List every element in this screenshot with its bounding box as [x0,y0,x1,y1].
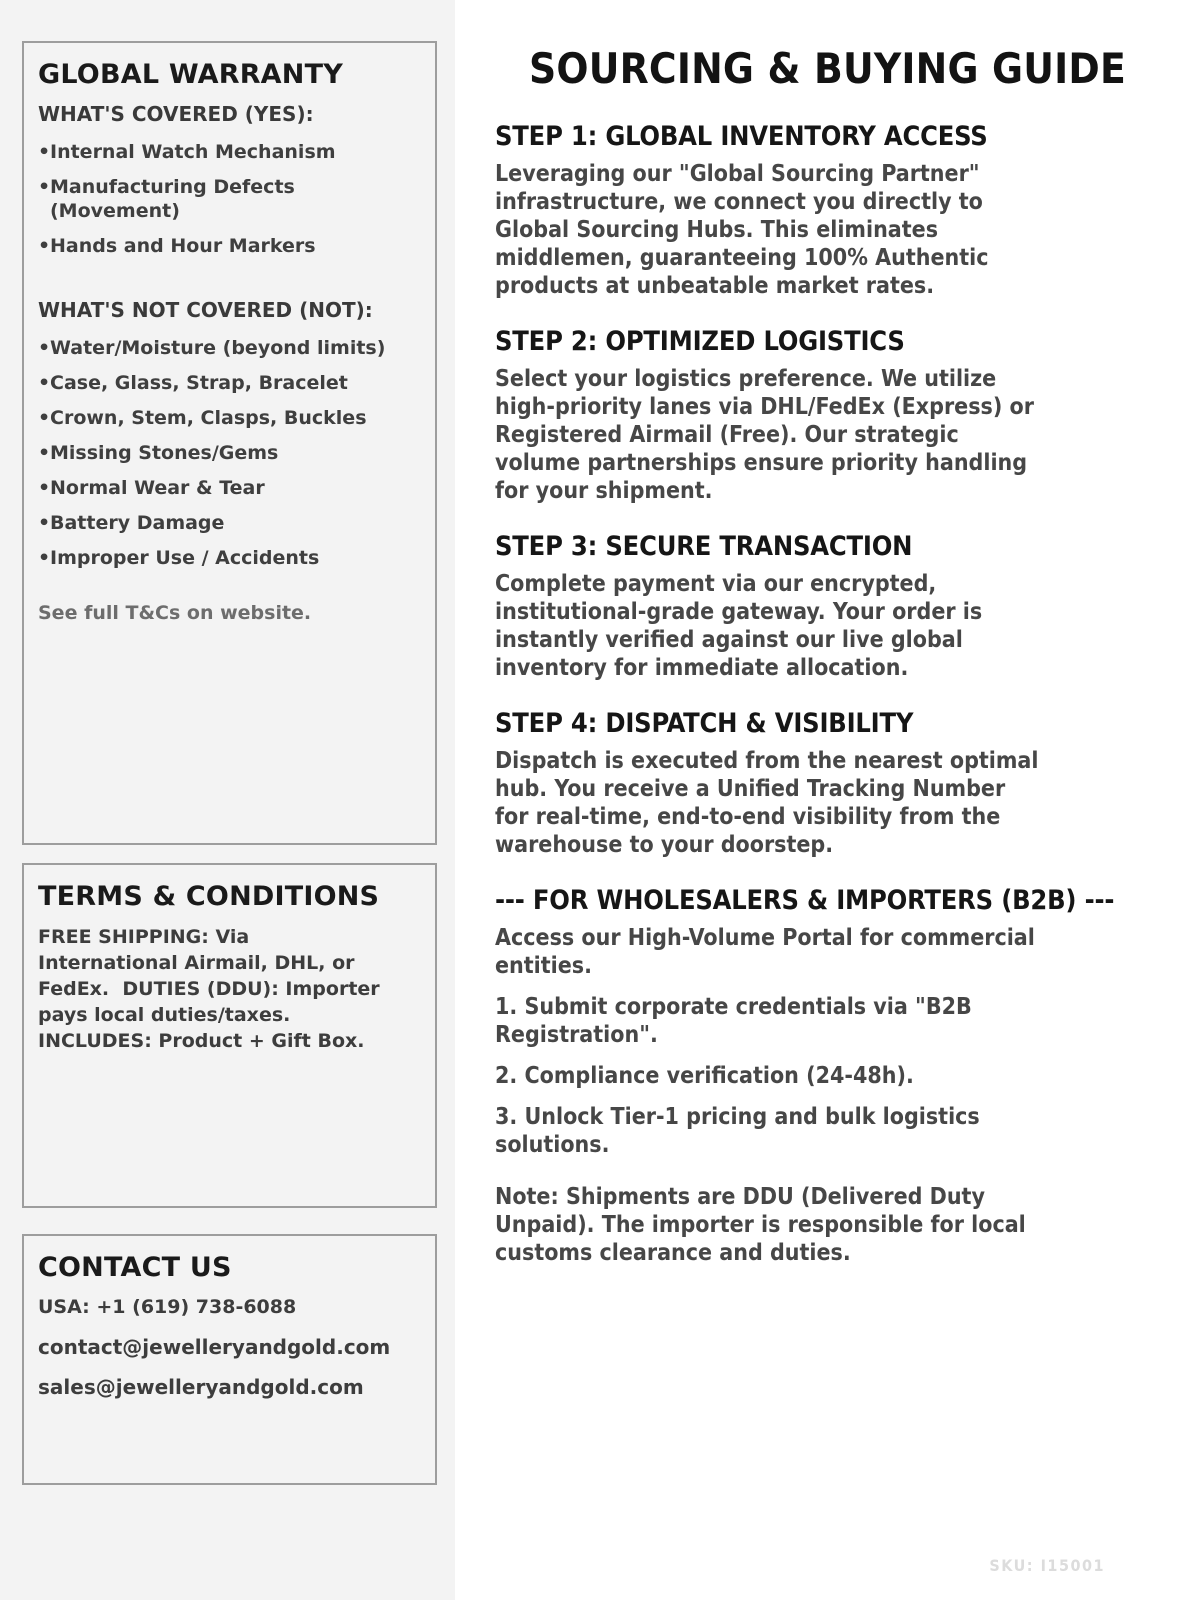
contact-email-sales: sales@jewelleryandgold.com [38,1375,364,1399]
covered-list [38,140,421,258]
not-covered-item: • Improper Use / Accidents [38,546,421,570]
step-4-paragraph: Dispatch is executed from the nearest optimal hub. You receive a Unified Tracking Number for real-time, end-to-end visibility from the warehouse to your doorstep. [495,748,1039,858]
terms-body: FREE SHIPPING: Via International Airmail, DHL, or FedEx. DUTIES (DDU): Importer pays local duties/taxes. INCLUDES: Product + Gift Box. [38,926,387,1052]
step-2-paragraph: Select your logistics preference. We utilize high-priority lanes via DHL/FedEx (Express) or Registered Airmail (Free). Our strategic volume partnerships ensure priority handling for your shipment. [495,366,1034,504]
not-covered-item: • Case, Glass, Strap, Bracelet [38,371,421,395]
warranty-footnote: See full T&Cs on website. [38,602,312,624]
section-step-3 [495,531,1160,682]
step-1-paragraph: Leveraging our "Global Sourcing Partner" infrastructure, we connect you directly to Global Sourcing Hubs. This eliminates middlemen, guaranteeing 100% Authentic products at unbeatable market rates. [495,161,989,299]
main-content [455,0,1200,1600]
b2b-intro-paragraph: Access our High-Volume Portal for commercial entities. [495,925,1035,979]
section-step-4 [495,708,1160,859]
step-4-heading: STEP 4: DISPATCH & VISIBILITY [495,708,914,739]
global-warranty-card [22,41,437,845]
section-b2b [495,885,1160,1267]
b2b-step-2: 2. Compliance verification (24-48h). [495,1063,914,1089]
contact-card [22,1234,437,1485]
step-1-heading: STEP 1: GLOBAL INVENTORY ACCESS [495,121,988,152]
terms-title: TERMS & CONDITIONS [38,881,380,912]
sku-label: SKU: I15001 [989,1556,1105,1575]
terms-card [22,863,437,1208]
not-covered-item: • Crown, Stem, Clasps, Buckles [38,406,421,430]
covered-item: • Hands and Hour Markers [38,234,421,258]
guide-title: SOURCING & BUYING GUIDE [529,44,1126,93]
covered-heading: WHAT'S COVERED (YES): [38,102,314,126]
contact-title: CONTACT US [38,1252,232,1283]
b2b-step-1: 1. Submit corporate credentials via "B2B Registration". [495,994,972,1048]
not-covered-item: • Missing Stones/Gems [38,441,421,465]
section-step-2 [495,326,1160,505]
not-covered-item: • Normal Wear & Tear [38,476,421,500]
covered-item: • Manufacturing Defects (Movement) [38,175,421,223]
section-step-1 [495,121,1160,300]
step-3-heading: STEP 3: SECURE TRANSACTION [495,531,913,562]
step-2-heading: STEP 2: OPTIMIZED LOGISTICS [495,326,905,357]
not-covered-list [38,336,421,570]
not-covered-item: • Battery Damage [38,511,421,535]
not-covered-item: • Water/Moisture (beyond limits) [38,336,421,360]
b2b-step-3: 3. Unlock Tier-1 pricing and bulk logistics solutions. [495,1104,980,1158]
contact-email-primary: contact@jewelleryandgold.com [38,1335,391,1359]
b2b-heading: --- FOR WHOLESALERS & IMPORTERS (B2B) --- [495,885,1115,916]
contact-phone: USA: +1 (619) 738-6088 [38,1296,297,1318]
not-covered-heading: WHAT'S NOT COVERED (NOT): [38,298,373,322]
sidebar-panel [0,0,455,1600]
step-3-paragraph: Complete payment via our encrypted, institutional-grade gateway. Your order is instantly verified against our live global inventory for immediate allocation. [495,571,983,681]
covered-item: • Internal Watch Mechanism [38,140,421,164]
b2b-note: Note: Shipments are DDU (Delivered Duty Unpaid). The importer is responsible for local customs clearance and duties. [495,1184,1026,1266]
warranty-title: GLOBAL WARRANTY [38,59,343,90]
